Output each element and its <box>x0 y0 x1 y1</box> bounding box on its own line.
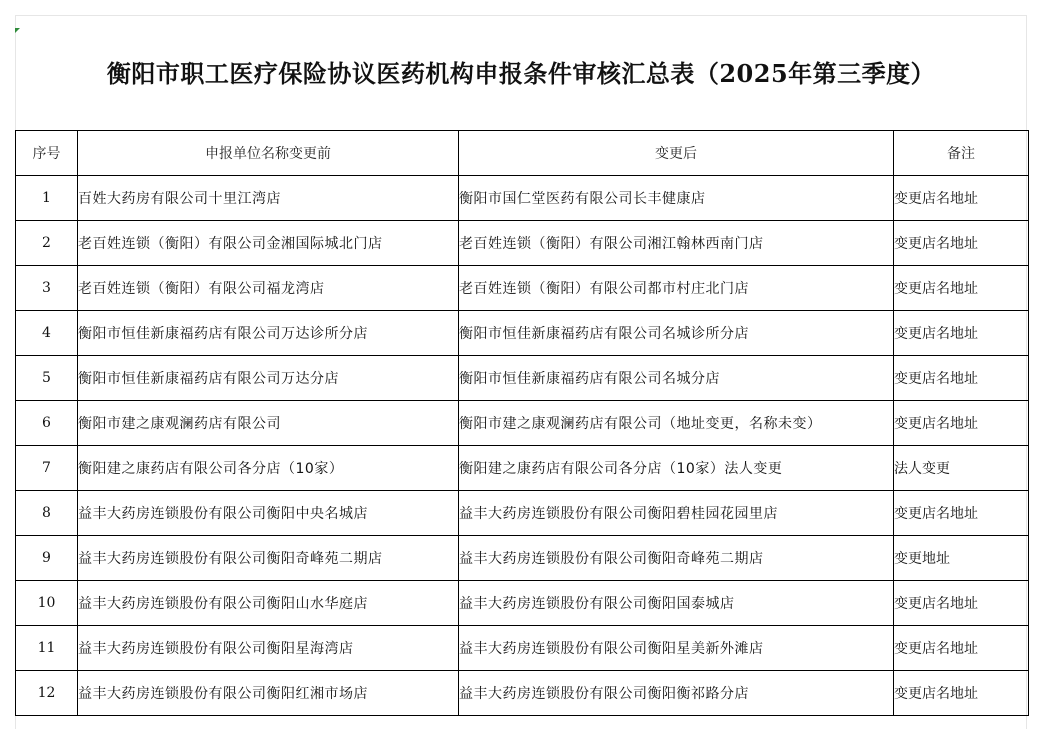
table-row <box>16 536 1029 581</box>
cell-serial-number: 7 <box>16 446 78 491</box>
table-row <box>16 266 1029 311</box>
cell-name-before: 衡阳市建之康观澜药店有限公司 <box>78 401 459 446</box>
cell-name-after: 益丰大药房连锁股份有限公司衡阳国泰城店 <box>459 581 894 626</box>
cell-serial-number: 4 <box>16 311 78 356</box>
cell-name-after: 衡阳市恒佳新康福药店有限公司名城分店 <box>459 356 894 401</box>
cell-remarks: 变更店名地址 <box>894 626 1029 671</box>
table-row <box>16 446 1029 491</box>
table-row <box>16 626 1029 671</box>
table-row <box>16 221 1029 266</box>
page-title: 衡阳市职工医疗保险协议医药机构申报条件审核汇总表（2025年第三季度） <box>106 59 936 88</box>
cell-name-after: 老百姓连锁（衡阳）有限公司都市村庄北门店 <box>459 266 894 311</box>
table-row <box>16 491 1029 536</box>
cell-serial-number: 2 <box>16 221 78 266</box>
cell-name-before: 老百姓连锁（衡阳）有限公司福龙湾店 <box>78 266 459 311</box>
cell-name-before: 益丰大药房连锁股份有限公司衡阳中央名城店 <box>78 491 459 536</box>
cell-name-after: 老百姓连锁（衡阳）有限公司湘江翰林西南门店 <box>459 221 894 266</box>
cell-name-after: 益丰大药房连锁股份有限公司衡阳奇峰苑二期店 <box>459 536 894 581</box>
summary-table <box>15 130 1029 716</box>
cell-name-after: 益丰大药房连锁股份有限公司衡阳星美新外滩店 <box>459 626 894 671</box>
cell-name-before: 衡阳市恒佳新康福药店有限公司万达诊所分店 <box>78 311 459 356</box>
table-row <box>16 356 1029 401</box>
cell-serial-number: 11 <box>16 626 78 671</box>
cell-name-before: 衡阳市恒佳新康福药店有限公司万达分店 <box>78 356 459 401</box>
cell-name-after: 益丰大药房连锁股份有限公司衡阳衡祁路分店 <box>459 671 894 716</box>
header-name-before: 申报单位名称变更前 <box>78 131 459 176</box>
cell-name-before: 益丰大药房连锁股份有限公司衡阳奇峰苑二期店 <box>78 536 459 581</box>
header-name-after: 变更后 <box>459 131 894 176</box>
table-row <box>16 311 1029 356</box>
header-remarks: 备注 <box>894 131 1029 176</box>
table-row <box>16 581 1029 626</box>
cell-name-before: 百姓大药房有限公司十里江湾店 <box>78 176 459 221</box>
cell-remarks: 变更店名地址 <box>894 311 1029 356</box>
cell-name-before: 益丰大药房连锁股份有限公司衡阳红湘市场店 <box>78 671 459 716</box>
table-row <box>16 176 1029 221</box>
table-header-row <box>16 131 1029 176</box>
cell-remarks: 变更店名地址 <box>894 221 1029 266</box>
cell-serial-number: 3 <box>16 266 78 311</box>
cell-name-before: 益丰大药房连锁股份有限公司衡阳山水华庭店 <box>78 581 459 626</box>
cell-remarks: 变更店名地址 <box>894 266 1029 311</box>
cell-serial-number: 8 <box>16 491 78 536</box>
cell-name-after: 衡阳市恒佳新康福药店有限公司名城诊所分店 <box>459 311 894 356</box>
cell-comment-marker <box>15 28 20 33</box>
cell-serial-number: 1 <box>16 176 78 221</box>
cell-serial-number: 6 <box>16 401 78 446</box>
cell-remarks: 变更店名地址 <box>894 671 1029 716</box>
cell-remarks: 法人变更 <box>894 446 1029 491</box>
cell-remarks: 变更店名地址 <box>894 176 1029 221</box>
cell-name-after: 衡阳市建之康观澜药店有限公司（地址变更，名称未变） <box>459 401 894 446</box>
cell-serial-number: 12 <box>16 671 78 716</box>
table-row <box>16 671 1029 716</box>
cell-name-after: 益丰大药房连锁股份有限公司衡阳碧桂园花园里店 <box>459 491 894 536</box>
cell-remarks: 变更店名地址 <box>894 356 1029 401</box>
cell-name-before: 老百姓连锁（衡阳）有限公司金湘国际城北门店 <box>78 221 459 266</box>
table-row <box>16 401 1029 446</box>
cell-remarks: 变更店名地址 <box>894 581 1029 626</box>
cell-serial-number: 9 <box>16 536 78 581</box>
cell-remarks: 变更地址 <box>894 536 1029 581</box>
cell-remarks: 变更店名地址 <box>894 401 1029 446</box>
cell-remarks: 变更店名地址 <box>894 491 1029 536</box>
cell-name-after: 衡阳市国仁堂医药有限公司长丰健康店 <box>459 176 894 221</box>
cell-name-before: 衡阳建之康药店有限公司各分店（10家） <box>78 446 459 491</box>
cell-name-after: 衡阳建之康药店有限公司各分店（10家）法人变更 <box>459 446 894 491</box>
header-serial-number: 序号 <box>16 131 78 176</box>
cell-serial-number: 5 <box>16 356 78 401</box>
cell-name-before: 益丰大药房连锁股份有限公司衡阳星海湾店 <box>78 626 459 671</box>
cell-serial-number: 10 <box>16 581 78 626</box>
